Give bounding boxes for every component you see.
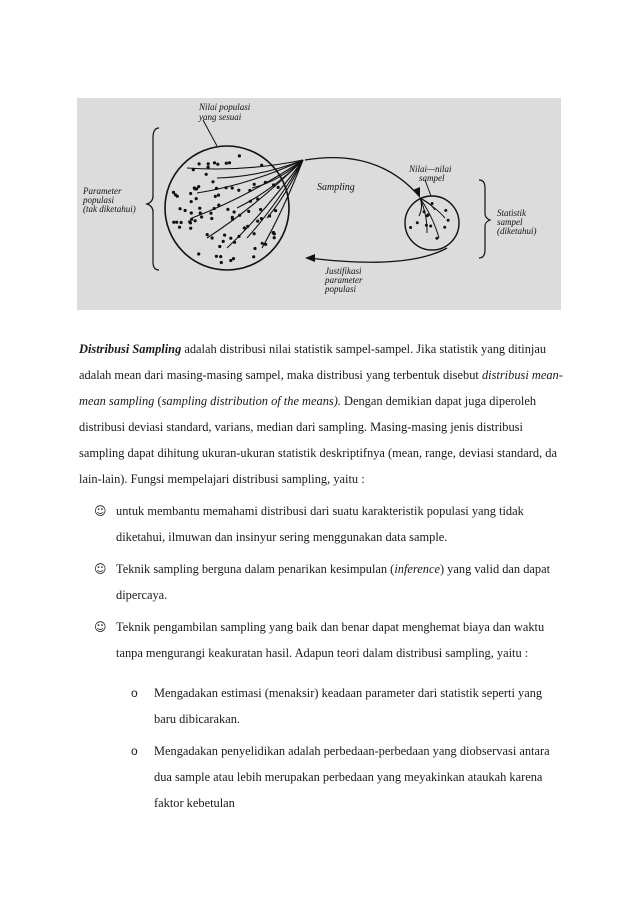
sub-item [116, 680, 567, 732]
population-dot [195, 197, 198, 200]
sampling-diagram [77, 98, 561, 310]
population-dot [253, 247, 256, 250]
bullet-item [79, 498, 567, 550]
term-distribusi-sampling: Distribusi Sampling [79, 342, 182, 356]
bullet-italic: inference [394, 562, 440, 576]
population-dot [189, 192, 192, 195]
population-dot [209, 212, 212, 215]
population-dot [218, 245, 221, 248]
population-dot [261, 242, 264, 245]
population-dot [172, 221, 175, 224]
population-dot [190, 200, 193, 203]
bullet-text: Teknik pengambilan sampling yang baik dan benar dapat menghemat biaya dan waktu tanpa mengurangi keakuratan hasil. Adapun teori dalam distribusi sampling, yaitu : [116, 620, 545, 660]
bullet-item [79, 614, 567, 816]
circle-bullet-icon: o [131, 744, 138, 758]
population-dot [217, 194, 220, 197]
para-text-1: adalah distribusi nilai statistik sampel-sampel. Jika statistik yang ditinjau adalah mean dari masing-masing sampel, maka distribusi yang terbentuk disebut [79, 342, 547, 382]
sub-list [116, 680, 567, 816]
population-dot [215, 255, 218, 258]
label-parameter-2: populasi [83, 195, 115, 205]
circle-bullet-icon: o [131, 686, 138, 700]
population-dot [238, 154, 241, 157]
label-parameter-3: (tak diketahui) [83, 204, 136, 214]
document-body [79, 336, 567, 822]
population-dot [197, 252, 200, 255]
population-dot [222, 240, 225, 243]
population-dot [175, 221, 178, 224]
population-ray [197, 160, 303, 193]
justification-arrow [309, 248, 447, 262]
label-sampling: Sampling [317, 182, 355, 193]
population-dot [216, 163, 219, 166]
population-dot [252, 255, 255, 258]
population-dot [277, 186, 280, 189]
population-dot [207, 166, 210, 169]
sample-dot [443, 226, 446, 229]
smiley-icon: ☺ [94, 562, 107, 576]
label-statistic-1: Statistik [497, 208, 526, 218]
population-dot [172, 191, 175, 194]
population-dot [272, 231, 275, 234]
sub-item-text: Mengadakan estimasi (menaksir) keadaan parameter dari statistik seperti yang baru dibicarakan. [154, 686, 543, 726]
sampling-diagram-svg [77, 98, 561, 310]
population-dot [273, 236, 276, 239]
population-dot [206, 233, 209, 236]
population-dot [223, 234, 226, 237]
sample-dot [409, 226, 412, 229]
population-dot [253, 232, 256, 235]
smiley-icon: ☺ [94, 504, 107, 518]
sample-dots [409, 202, 450, 240]
population-dot [213, 161, 216, 164]
label-justification-3: populasi [325, 284, 357, 294]
population-dot [210, 217, 213, 220]
sample-dot [447, 219, 450, 222]
intro-paragraph [79, 336, 567, 492]
sub-item [116, 738, 567, 816]
population-dot [184, 209, 187, 212]
population-dot [229, 259, 232, 262]
population-ray [227, 160, 303, 248]
population-dot [193, 186, 196, 189]
population-pointer [203, 120, 217, 146]
population-dot [211, 180, 214, 183]
label-statistic-3: (diketahui) [497, 226, 537, 236]
population-dot [256, 220, 259, 223]
sampling-arrow-head [413, 187, 420, 198]
bullet-text: ) yang valid dan dapat dipercaya. [116, 562, 551, 602]
population-dot [247, 210, 250, 213]
population-dot [200, 215, 203, 218]
sample-dot [416, 221, 419, 224]
population-dot [207, 162, 210, 165]
population-dot [231, 216, 234, 219]
population-dot [226, 208, 229, 211]
population-dot [231, 186, 234, 189]
population-dot [229, 237, 232, 240]
population-dot [220, 261, 223, 264]
population-dot [205, 173, 208, 176]
bullet-text: Teknik sampling berguna dalam penarikan kesimpulan ( [116, 562, 395, 576]
population-dot [180, 221, 183, 224]
population-dot [233, 210, 236, 213]
para-italic-2: distribusi mean-mean sampling [79, 368, 563, 408]
sample-dot [431, 202, 434, 205]
population-dot [219, 255, 222, 258]
population-dot [179, 207, 182, 210]
population-dot [178, 226, 181, 229]
population-dot [197, 185, 200, 188]
population-dot [232, 257, 235, 260]
sample-dot [435, 237, 438, 240]
label-parameter-1: Parameter [83, 186, 122, 196]
population-dot [198, 162, 201, 165]
population-dot [259, 208, 262, 211]
population-dot [211, 236, 214, 239]
label-sample-values-1: Nilai—nilai [409, 164, 452, 174]
label-justification-1: Justifikasi [325, 266, 362, 276]
population-dot [228, 161, 231, 164]
population-dot [237, 189, 240, 192]
label-sample-values-2: sampel [419, 173, 445, 183]
population-dot [189, 221, 192, 224]
population-dot [198, 207, 201, 210]
para-text-3: Dengan demikian dapat juga diperoleh distribusi deviasi standard, varians, median dari sampling. Masing-masing jenis distribusi sampling dapat dihitung ukuran-ukuran statistik deskriptifnya (mean, range, deviasi standard, da lain-lain). Fungsi mempelajari distribusi sampling, yaitu : [79, 394, 557, 486]
sample-dot [429, 225, 432, 228]
label-statistic-2: sampel [497, 217, 523, 227]
sample-dot [444, 209, 447, 212]
population-rays [187, 160, 303, 248]
population-dot [194, 219, 197, 222]
justification-arrow-head [305, 254, 315, 262]
population-dot [190, 211, 193, 214]
sub-item-text: Mengadakan penyelidikan adalah perbedaan-perbedaan yang diobservasi antara dua sample atau lebih merupakan perbedaan yang meyakinkan ataukah karena faktor kebetulan [154, 744, 550, 810]
smiley-icon: ☺ [94, 620, 107, 634]
population-dot [189, 227, 192, 230]
bullet-text: untuk membantu memahami distribusi dari suatu karakteristik populasi yang tidak diketahui, ilmuwan dan insinyur sering menggunakan data sample. [116, 504, 524, 544]
para-text-2: ( [154, 394, 162, 408]
bullet-item [79, 556, 567, 608]
parameter-bracket [147, 128, 159, 270]
statistic-bracket [479, 180, 490, 258]
population-dot [214, 195, 217, 198]
label-justification-2: parameter [325, 275, 363, 285]
label-population-values-1: Nilai populasi [199, 102, 251, 112]
bullet-list [79, 498, 567, 816]
population-dot [225, 162, 228, 165]
label-population-values-2: yang sesuai [199, 112, 242, 122]
population-dot [253, 183, 256, 186]
para-italic-3: sampling distribution of the means). [161, 394, 341, 408]
